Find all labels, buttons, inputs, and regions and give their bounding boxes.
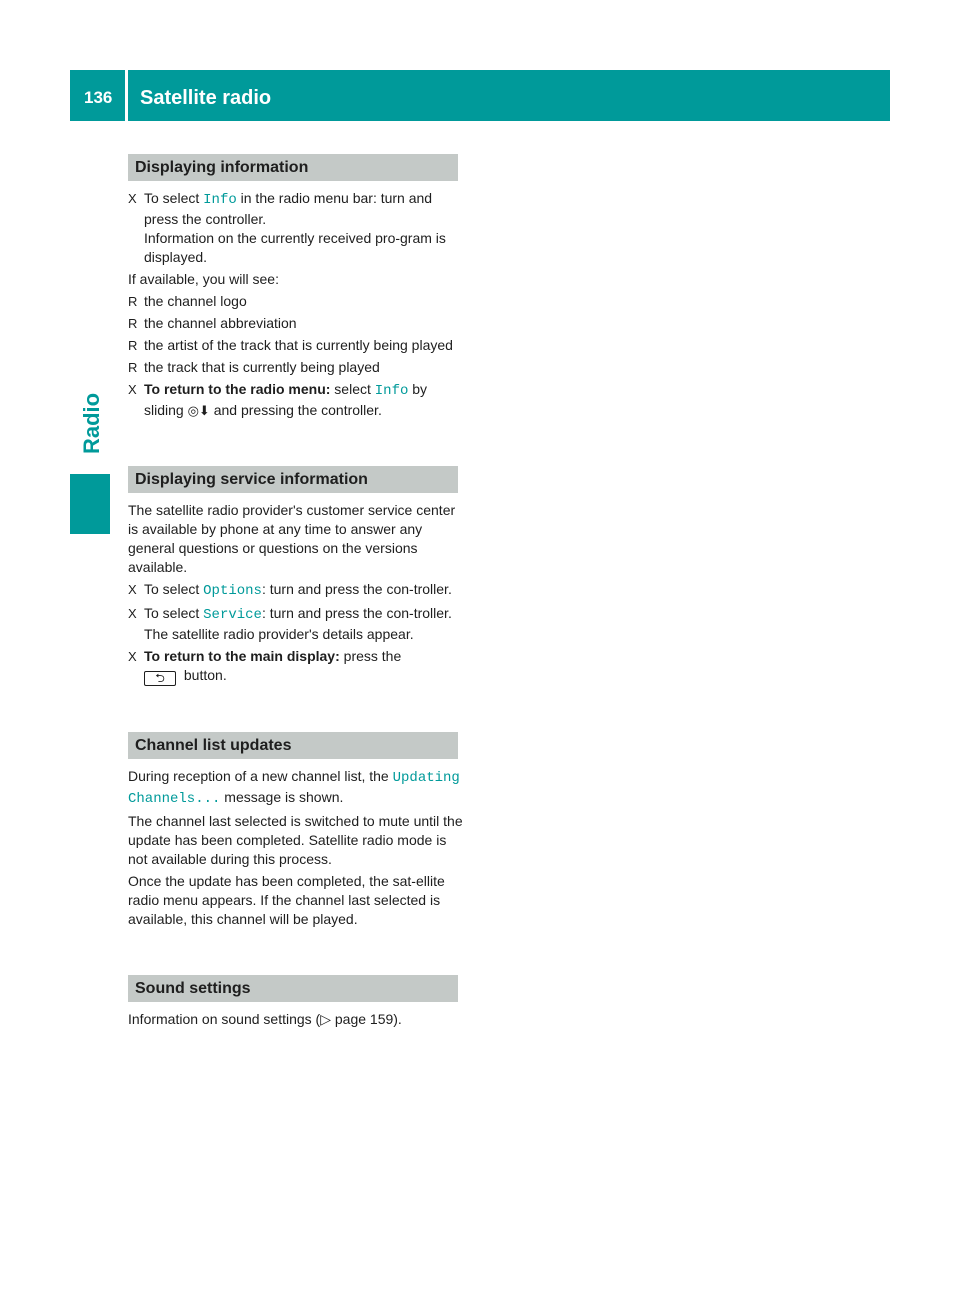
header-divider xyxy=(125,70,128,121)
updating-channels-message: Updating Channels... xyxy=(128,770,460,807)
service-intro: The satellite radio provider's customer service center is available by phone at any time to answer any general questions or questions on the versions available. xyxy=(128,502,456,575)
section-gap xyxy=(128,686,463,732)
menu-item-options: Options xyxy=(203,583,262,599)
section-heading-service-info: Displaying service information xyxy=(128,466,458,493)
menu-item-info: Info xyxy=(374,383,409,399)
bullet-item: R the artist of the track that is currently being played xyxy=(128,337,453,353)
step-return-main-display: X To return to the main display: press the ⮌ button. xyxy=(128,648,402,685)
channel-list-p1: During reception of a new channel list, the Updating Channels... message is shown. xyxy=(128,768,460,807)
side-label-text: Radio xyxy=(79,392,104,454)
page-number: 136 xyxy=(84,88,113,107)
if-available-text: If available, you will see: xyxy=(128,271,279,287)
step-result: The satellite radio provider's details appear. xyxy=(144,626,414,642)
bullet-item: R the channel logo xyxy=(128,293,247,309)
step-marker: X xyxy=(128,606,137,621)
step-select-info: X To select Info in the radio menu bar: turn and press the controller. Information on the currently received pro-gram is displayed. xyxy=(128,189,463,267)
bullet-marker: R xyxy=(128,294,138,309)
sound-settings-p1: Information on sound settings (▷ page 159). xyxy=(128,1011,402,1027)
section-heading-displaying-info: Displaying information xyxy=(128,154,458,181)
side-label xyxy=(70,392,110,454)
side-tab xyxy=(70,474,110,534)
bullet-item: R the channel abbreviation xyxy=(128,315,297,331)
step-result: Information on the currently received pro-gram is displayed. xyxy=(144,230,446,265)
running-title: Satellite radio xyxy=(140,87,272,109)
bullet-item: R the track that is currently being played xyxy=(128,359,380,375)
menu-item-service: Service xyxy=(203,607,262,623)
main-column xyxy=(128,154,463,1029)
section-gap xyxy=(128,420,463,466)
back-button-icon: ⮌ xyxy=(144,671,176,686)
controller-slide-down-icon: ◎⬇ xyxy=(187,403,210,418)
section-heading-sound-settings: Sound settings xyxy=(128,975,458,1002)
section-gap xyxy=(128,929,463,975)
bullet-marker: R xyxy=(128,338,138,353)
bullet-marker: R xyxy=(128,316,138,331)
step-select-options: X To select Options: turn and press the con-troller. xyxy=(128,581,452,599)
step-marker: X xyxy=(128,649,137,664)
step-select-service: X To select Service: turn and press the con-troller. The satellite radio provider's details appear. xyxy=(128,604,463,644)
channel-list-p2: The channel last selected is switched to mute until the update has been completed. Satellite radio mode is not available during this process. xyxy=(128,813,463,867)
step-return-radio-menu: X To return to the radio menu: select Info by sliding ◎⬇ and pressing the controller. xyxy=(128,381,428,418)
step-marker: X xyxy=(128,382,137,397)
channel-list-p3: Once the update has been completed, the sat-ellite radio menu appears. If the channel last selected is available, this channel will be played. xyxy=(128,873,445,927)
section-heading-channel-list: Channel list updates xyxy=(128,732,458,759)
step-marker: X xyxy=(128,191,137,206)
bullet-marker: R xyxy=(128,360,138,375)
menu-item-info: Info xyxy=(203,192,237,208)
step-marker: X xyxy=(128,582,137,597)
